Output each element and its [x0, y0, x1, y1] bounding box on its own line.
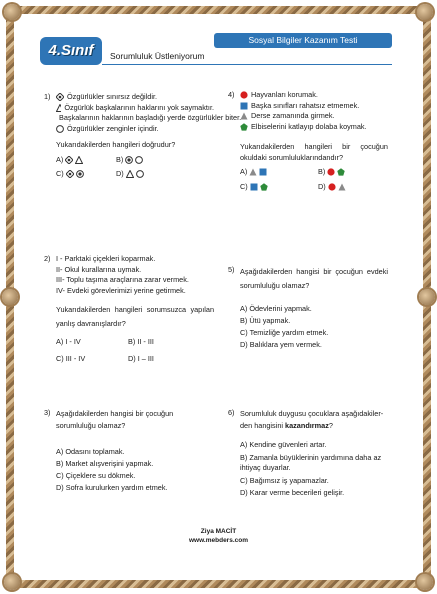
question-number: 6)	[228, 408, 235, 417]
option-a[interactable]: A)	[56, 155, 116, 166]
circle-icon	[56, 125, 64, 133]
question-text: Aşağıdakilerden hangisi bir çocuğun evdeki sorumluluğu olamaz?	[240, 267, 388, 290]
red-circle-icon	[328, 183, 336, 191]
diamond-dot-icon	[66, 170, 74, 178]
question-number: 2)	[44, 254, 51, 263]
statement-2: Özgürlük başkalarının haklarını yok saymaktır.	[56, 103, 214, 114]
question-text: Aşağıdakilerden hangisi bir çocuğun sorumluluğu olamaz?	[56, 409, 174, 430]
question-number: 4)	[228, 90, 235, 99]
option-c[interactable]: C)	[240, 182, 300, 193]
option-d[interactable]: D)	[116, 169, 176, 180]
option-b[interactable]: B) Ütü yapmak.	[240, 316, 291, 325]
statement-2: Başka sınıfları rahatsız etmemek.	[240, 101, 388, 112]
header	[40, 33, 392, 71]
option-d[interactable]: D)	[318, 182, 378, 193]
circle-icon	[135, 156, 143, 164]
blue-square-icon	[250, 183, 258, 191]
test-title: Sosyal Bilgiler Kazanım Testi	[214, 33, 392, 48]
rope-knot	[4, 574, 20, 590]
option-b[interactable]: B) Zamanla büyüklerinin yardımına daha az ihtiyaç duyarlar.	[240, 452, 382, 472]
option-a[interactable]: A) I - IV	[56, 337, 81, 346]
diamond-dot-icon	[65, 156, 73, 164]
red-circle-icon	[240, 91, 248, 99]
statement-4: Özgürlükler zenginler içindir.	[56, 124, 214, 135]
question-number: 5)	[228, 265, 235, 274]
rope-knot	[4, 4, 20, 20]
question-2	[44, 254, 214, 364]
option-b[interactable]: B)	[318, 167, 378, 178]
triangle-icon	[56, 104, 61, 112]
question-1	[44, 92, 242, 180]
question-text: Yukarıdakilerden hangileri doğrudur?	[56, 140, 176, 149]
diamond-dot-icon	[56, 93, 64, 101]
green-pentagon-icon	[260, 183, 268, 191]
question-text: Yukarıdakilerden hangileri sorumsuzca yapılan yanlış davranışlardır?	[56, 305, 214, 328]
option-a[interactable]: A) Ödevlerini yapmak.	[240, 304, 312, 313]
gray-triangle-icon	[338, 183, 346, 191]
option-a[interactable]: A) Kendine güvenleri artar.	[240, 440, 327, 449]
option-c[interactable]: C) Bağımsız iş yapamazlar.	[240, 475, 329, 485]
target-icon	[125, 156, 133, 164]
question-text: Yukarıdakilerden hangileri bir çocuğun okuldaki sorumluluklarındandır?	[240, 142, 388, 162]
green-pentagon-icon	[240, 123, 248, 131]
question-4	[228, 90, 388, 192]
triangle-icon	[126, 170, 134, 178]
rope-knot	[417, 4, 433, 20]
option-b[interactable]: B) Market alışverişini yapmak.	[56, 459, 154, 468]
header-divider	[102, 64, 392, 65]
question-6	[228, 408, 393, 499]
website-link[interactable]: www.mebders.com	[189, 537, 248, 544]
question-5	[228, 265, 388, 351]
statement-1: Hayvanları korumak.	[240, 90, 388, 101]
question-3	[44, 408, 214, 494]
question-number: 1)	[44, 92, 51, 101]
red-circle-icon	[327, 168, 335, 176]
option-b[interactable]: B) II - III	[128, 337, 154, 346]
statement-3: III- Toplu taşıma araçlarına zarar vermek.	[56, 275, 189, 284]
gray-triangle-icon	[240, 112, 248, 120]
option-d[interactable]: D) Balıklara yem vermek.	[240, 340, 322, 349]
statement-2: II- Okul kurallarına uymak.	[56, 264, 142, 274]
rope-knot	[417, 574, 433, 590]
option-a[interactable]: A)	[240, 167, 300, 178]
author-name: Ziya MACİT	[200, 528, 237, 535]
option-c[interactable]: C) Çiçeklere su dökmek.	[56, 471, 136, 480]
option-a[interactable]: A) Odasını toplamak.	[56, 447, 125, 456]
statement-1: Özgürlükler sınırsız değildir.	[56, 92, 214, 103]
circle-icon	[136, 170, 144, 178]
gray-triangle-icon	[249, 168, 257, 176]
rope-knot	[419, 289, 435, 305]
question-text: Sorumluluk duygusu çocuklara aşağıdakiler-den hangisini kazandırmaz?	[240, 409, 384, 430]
topic-title: Sorumluluk Üstleniyorum	[110, 51, 205, 61]
statement-4: Elbiselerini katlayıp dolaba koymak.	[240, 122, 388, 133]
green-pentagon-icon	[337, 168, 345, 176]
grade-badge: 4.Sınıf	[40, 37, 102, 65]
statement-4: IV- Evdeki görevlerimizi yerine getirmek.	[56, 285, 186, 295]
blue-square-icon	[240, 102, 248, 110]
emphasis: kazandırmaz	[285, 421, 329, 430]
triangle-icon	[75, 156, 83, 164]
statement-3: Derse zamanında girmek.	[240, 111, 388, 122]
blue-square-icon	[259, 168, 267, 176]
option-d[interactable]: D) I – III	[128, 353, 154, 363]
option-c[interactable]: C) III - IV	[56, 353, 86, 363]
question-number: 3)	[44, 408, 51, 417]
option-d[interactable]: D) Sofra kurulurken yardım etmek.	[56, 483, 168, 492]
statement-3: Başkalarının haklarının başladığı yerde özgürlükler biter.	[56, 113, 214, 124]
option-d[interactable]: D) Karar verme becerileri gelişir.	[240, 488, 345, 497]
option-c[interactable]: C) Temizliğe yardım etmek.	[240, 328, 329, 337]
option-c[interactable]: C)	[56, 169, 116, 180]
target-icon	[76, 170, 84, 178]
rope-knot	[2, 289, 18, 305]
statement-1: I - Parktaki çiçekleri koparmak.	[56, 254, 156, 263]
option-b[interactable]: B)	[116, 155, 176, 166]
